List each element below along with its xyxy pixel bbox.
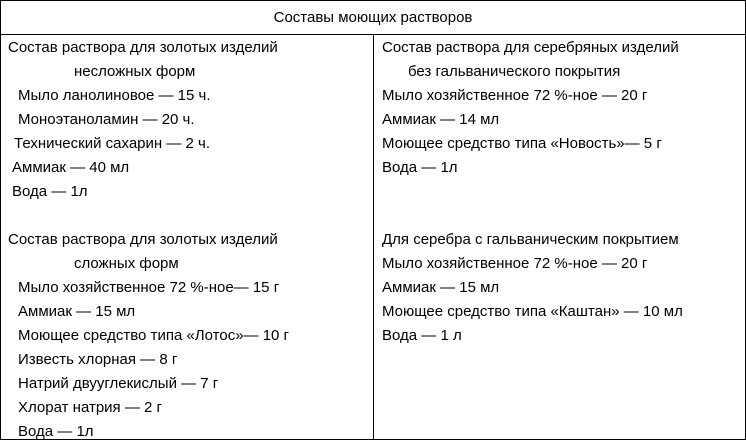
ingredient: Мыло ланолиновое — 15 ч. [18,87,211,104]
ingredient: Моющее средство типа «Каштан» — 10 мл [382,303,683,320]
ingredient: Натрий двууглекислый — 7 г [18,375,219,392]
recipe-heading: Состав раствора для серебряных изделий [382,39,679,56]
recipe-subheading: сложных форм [74,255,179,272]
silver-plated-recipe [382,228,683,348]
silver-plain-recipe [382,36,679,180]
ingredient: Хлорат натрия — 2 г [18,399,162,416]
gold-complex-recipe [8,228,289,441]
table-title: Составы моющих растворов [273,9,473,26]
recipe-subheading: несложных форм [74,63,196,80]
ingredient: Вода — 1л [12,183,88,200]
column-divider [373,34,374,440]
ingredient: Аммиак — 15 мл [18,303,136,320]
ingredient: Мыло хозяйственное 72 %-ное — 20 г [382,255,648,272]
ingredient: Технический сахарин — 2 ч. [14,135,210,152]
ingredient: Моющее средство типа «Лотос»— 10 г [18,327,290,344]
recipe-subheading: без гальванического покрытия [408,63,621,80]
gold-simple-recipe [8,36,278,204]
ingredient: Мыло хозяйственное 72 %-ное— 15 г [18,279,280,296]
ingredient: Вода — 1л [382,159,458,176]
ingredient: Моющее средство типа «Новость»— 5 г [382,135,662,152]
recipe-heading: Состав раствора для золотых изделий [8,231,278,248]
ingredient: Моноэтаноламин — 20 ч. [18,111,195,128]
ingredient: Аммиак — 40 мл [12,159,130,176]
ingredient: Вода — 1 л [382,327,462,344]
ingredient: Аммиак — 15 мл [382,279,500,296]
ingredient: Известь хлорная — 8 г [18,351,178,368]
ingredient: Мыло хозяйственное 72 %-ное — 20 г [382,87,648,104]
recipe-heading: Для серебра с гальваническим покрытием [382,231,679,248]
ingredient: Аммиак — 14 мл [382,111,500,128]
ingredient: Вода — 1л [18,423,94,440]
recipe-heading: Состав раствора для золотых изделий [8,39,278,56]
